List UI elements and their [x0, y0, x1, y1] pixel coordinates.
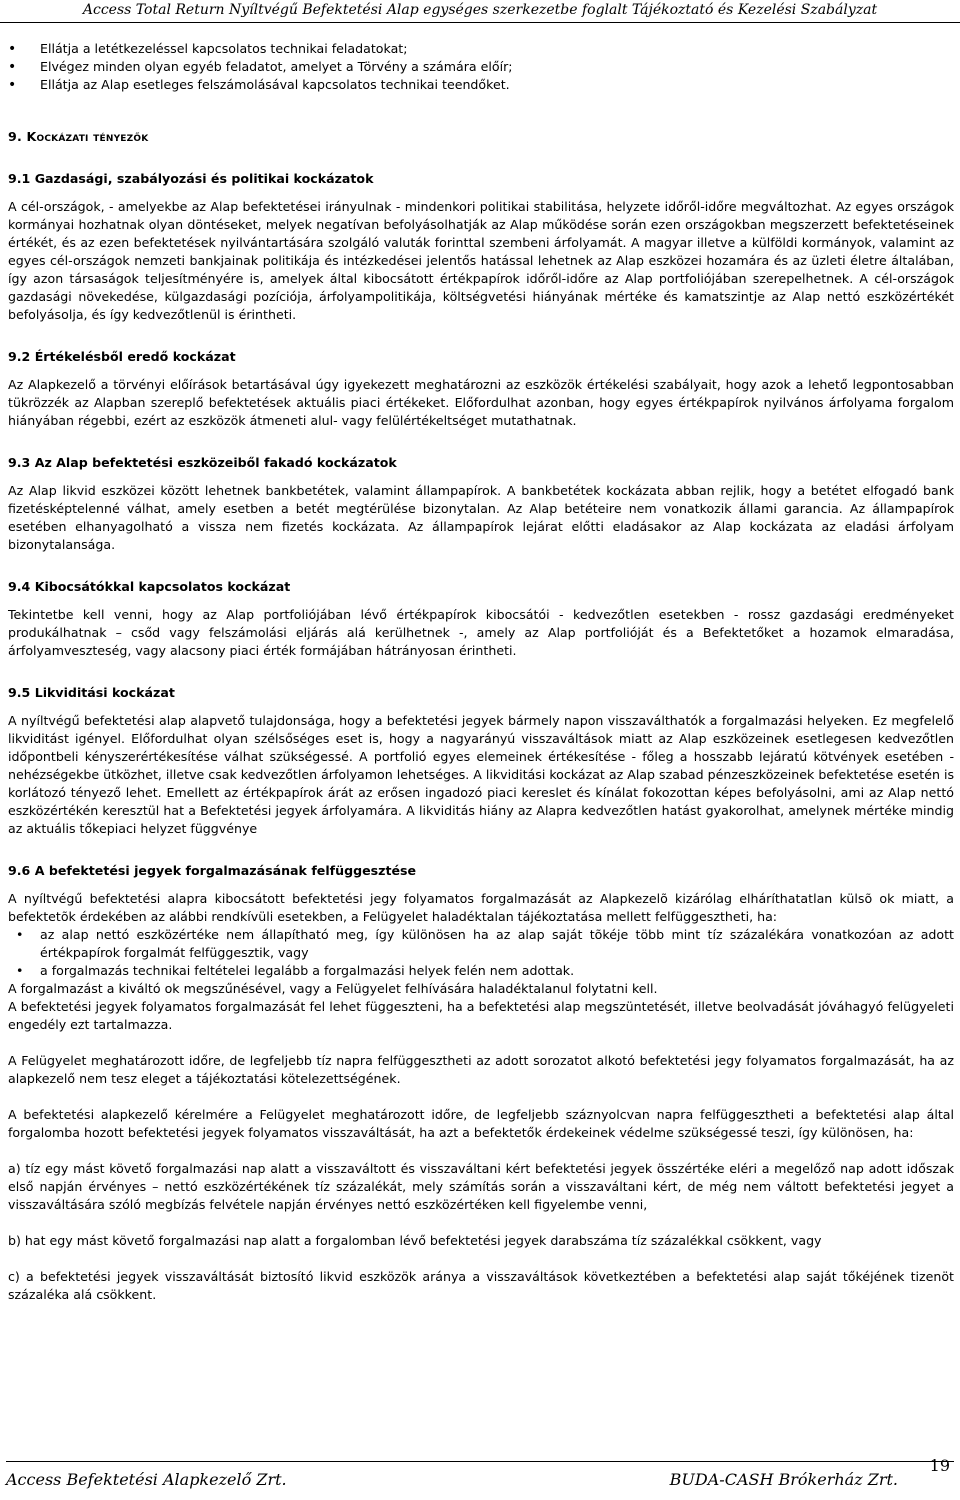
subsection-heading-9-6: 9.6 A befektetési jegyek forgalmazásának felfüggesztése [8, 863, 417, 878]
paragraph: Az Alap likvid eszközei között lehetnek bankbetétek, valamint állampapírok. A bankbetétek kockázata abban rejlik, hogy a betétet elfogadó bank fizetésképtelenné válhat, amely esetben a betét megtérülése bizonytalan. Az Alap betéteire nem vonatkozik állami garancia. Az állampapírok esetében elhanyagolható a vissza nem fizetés kockázata. Az állampapírok lejárat előtti eladásakor az Alap kockázata az eladási árfolyam bizonytalansága. [8, 483, 954, 552]
paragraph: Tekintetbe kell venni, hogy az Alap portfoliójában lévő értékpapírok kibocsátói - kedvezőtlen esetekben - rossz gazdasági eredményeket produkálhatnak – csőd vagy felszámolási eljárás alá kerülhetnek -, amely az Alap portfolióját és a Befektetőket a hozamok elmaradása, árfolyamveszteség, vagy alacsony piaci érték formájában hátrányosan érintheti. [8, 607, 954, 658]
suspension-bullet-list [8, 926, 954, 980]
paragraph: a) tíz egy mást követő forgalmazási nap alatt a visszaváltott és visszaváltani kért befektetési jegyek összértéke eléri a megelőző nap adott időszak első napján érvényes – nettó eszközértékének tíz százalékát, mely számítás során a visszaváltani kért, de még nem váltott befektetési jegyet a visszaváltására szóló megbízás felvétele napján érvényes nettó eszközértéken kell figyelembe venni, [8, 1161, 954, 1212]
paragraph: A forgalmazást a kiváltó ok megszűnésével, vagy a Felügyelet felhívására haladéktalanul folytatni kell. [8, 981, 658, 996]
paragraph: A Felügyelet meghatározott időre, de legfeljebb tíz napra felfüggesztheti az adott sorozatot alkotó befektetési jegy folyamatos forgalmazását, ha az alapkezelő nem tesz eleget a tájékoztatási kötelezettségének. [8, 1053, 954, 1086]
page-body [8, 40, 954, 1304]
subsection-heading-9-5: 9.5 Likviditási kockázat [8, 685, 175, 700]
subsection-heading-9-1: 9.1 Gazdasági, szabályozási és politikai kockázatok [8, 171, 374, 186]
top-bullet-list [8, 40, 954, 94]
footer-company-left: Access Befektetési Alapkezelő Zrt. [6, 1470, 287, 1489]
list-item: • Ellátja a letétkezeléssel kapcsolatos technikai feladatokat; [8, 40, 954, 58]
subsection-heading-9-2: 9.2 Értékelésből eredő kockázat [8, 349, 236, 364]
paragraph: Az Alapkezelő a törvényi előírások betartásával úgy igyekezett meghatározni az eszközök értékelési szabályait, hogy azok a lehető legpontosabban tükrözzék az Alapban szereplő befektetések aktuális piaci értékeket. Előfordulhat azonban, hogy egyes értékpapírok nyilvános árfolyama forgalom hiányában régebbi, ezért az eszközök átmeneti alul- vagy felülértékeltséget mutathatnak. [8, 377, 954, 428]
paragraph: A nyíltvégű befektetési alapra kibocsátott befektetési jegy folyamatos forgalmazását az Alapkezelõ kizárólag elháríthatatlan külsõ ok miatt, a befektetõk érdekében az alábbi rendkívüli esetekben, a Felügyelet haladéktalan tájékoztatása mellett felfüggesztheti, ha: [8, 891, 954, 924]
paragraph: A befektetési alapkezelő kérelmére a Felügyelet meghatározott időre, de legfeljebb száznyolcvan napra felfüggesztheti a befektetési alap által forgalomba hozott befektetési jegyek folyamatos visszaváltását, ha azt a befektetők érdekeinek védelme szükségessé teszi, így különösen, ha: [8, 1107, 954, 1140]
page-number: 19 [929, 1456, 950, 1475]
list-item: • Elvégez minden olyan egyéb feladatot, amelyet a Törvény a számára előír; [8, 58, 954, 76]
paragraph: A cél-országok, - amelyekbe az Alap befektetései irányulnak - mindenkori politikai stabilitása, helyzete időről-időre megváltozhat. Az egyes országok kormányai hozhatnak olyan döntéseket, melyek negatívan befolyásolhatják az Alap működése során ezen országokban megszerzett befektetéseinek értékét, és az ezen befektetések nyilvántartására szolgáló valuták forinttal szembeni árfolyamát. A magyar illetve a külföldi kormányok, valamint az egyes cél-országok nemzeti bankjainak politikája és intézkedései jelentős hatással lehetnek az Alap eszközei hozamára és az üzleti életre általában, így azon társaságok teljesítményére is, amelyek által kibocsátott értékpapírok időről-időre az Alap portfoliójában szerepelhetnek. A cél-országok gazdasági növekedése, külgazdasági pozíciója, árfolyampolitikája, költségvetési hiányának mértéke és kamatszintje az Alap nettó eszközértékét befolyásolja, és így kedvezőtlenül is érintheti. [8, 199, 954, 322]
section-number: 9. [8, 129, 22, 144]
paragraph: c) a befektetési jegyek visszaváltását biztosító likvid eszközök aránya a visszaváltások következtében a befektetési alap saját tőkéjének tizenöt százaléka alá csökkent. [8, 1269, 954, 1302]
footer-company-right: BUDA-CASH Brókerház Zrt. [669, 1470, 898, 1489]
paragraph: A nyíltvégű befektetési alap alapvető tulajdonsága, hogy a befektetési jegyek bármely napon visszaválthatók a forgalmazási helyeken. Ez megfelelő likviditást igényel. Előfordulhat olyan szélsőséges eset is, hogy a nagyarányú visszaváltások miatt az Alap eszközeinek esetlegesen kedvezőtlen időpontbeli kényszerértékesítése válhat szükségessé. A portfolió egyes elemeinek értékesítése - főleg a hosszabb lejáratú kötvények esetében - nehézségekbe ütközhet, illetve csak kedvezőtlen árfolyamon lehetséges. A likviditási kockázat az Alap szabad pénzeszközeinek befektetése esetén is korlátozó tényező lehet. Emellett az értékpapírok árát az erősen ingadozó piaci kereslet és kínálat fokozottan képes befolyásolni, ami az Alap nettó eszközértékén keresztül hat a Befektetési jegyek árfolyamára. A likviditás hiány az Alapra kedvezőtlen hatást gyakorolhat, amelynek mértéke mindig az aktuális tőkepiaci helyzet függvénye [8, 713, 955, 836]
list-item: • a forgalmazás technikai feltételei legalább a forgalmazási helyek felén nem adottak. [8, 962, 954, 980]
section-title: Kockázati tényezők [26, 129, 149, 144]
paragraph: b) hat egy mást követő forgalmazási nap alatt a forgalomban lévő befektetési jegyek darabszáma tíz százalékkal csökkent, vagy [8, 1233, 822, 1248]
subsection-heading-9-4: 9.4 Kibocsátókkal kapcsolatos kockázat [8, 579, 291, 594]
page-footer [6, 1456, 954, 1492]
subsection-heading-9-3: 9.3 Az Alap befektetési eszközeiből fakadó kockázatok [8, 455, 397, 470]
list-item: • az alap nettó eszközértéke nem állapítható meg, így különösen ha az alap saját tõkéje több mint tíz százalékára vonatkozóan az adott értékpapírok forgalmát felfüggesztik, vagy [8, 926, 954, 962]
running-header: Access Total Return Nyíltvégű Befektetési Alap egységes szerkezetbe foglalt Tájékoztató és Kezelési Szabályzat [0, 0, 960, 23]
section-heading-9 [8, 128, 954, 146]
paragraph: A befektetési jegyek folyamatos forgalmazását fel lehet függeszteni, ha a befektetési alap megszüntetését, illetve beolvadását jóváhagyó felügyeleti engedély ezt tartalmazza. [8, 999, 954, 1032]
list-item: • Ellátja az Alap esetleges felszámolásával kapcsolatos technikai teendőket. [8, 76, 954, 94]
